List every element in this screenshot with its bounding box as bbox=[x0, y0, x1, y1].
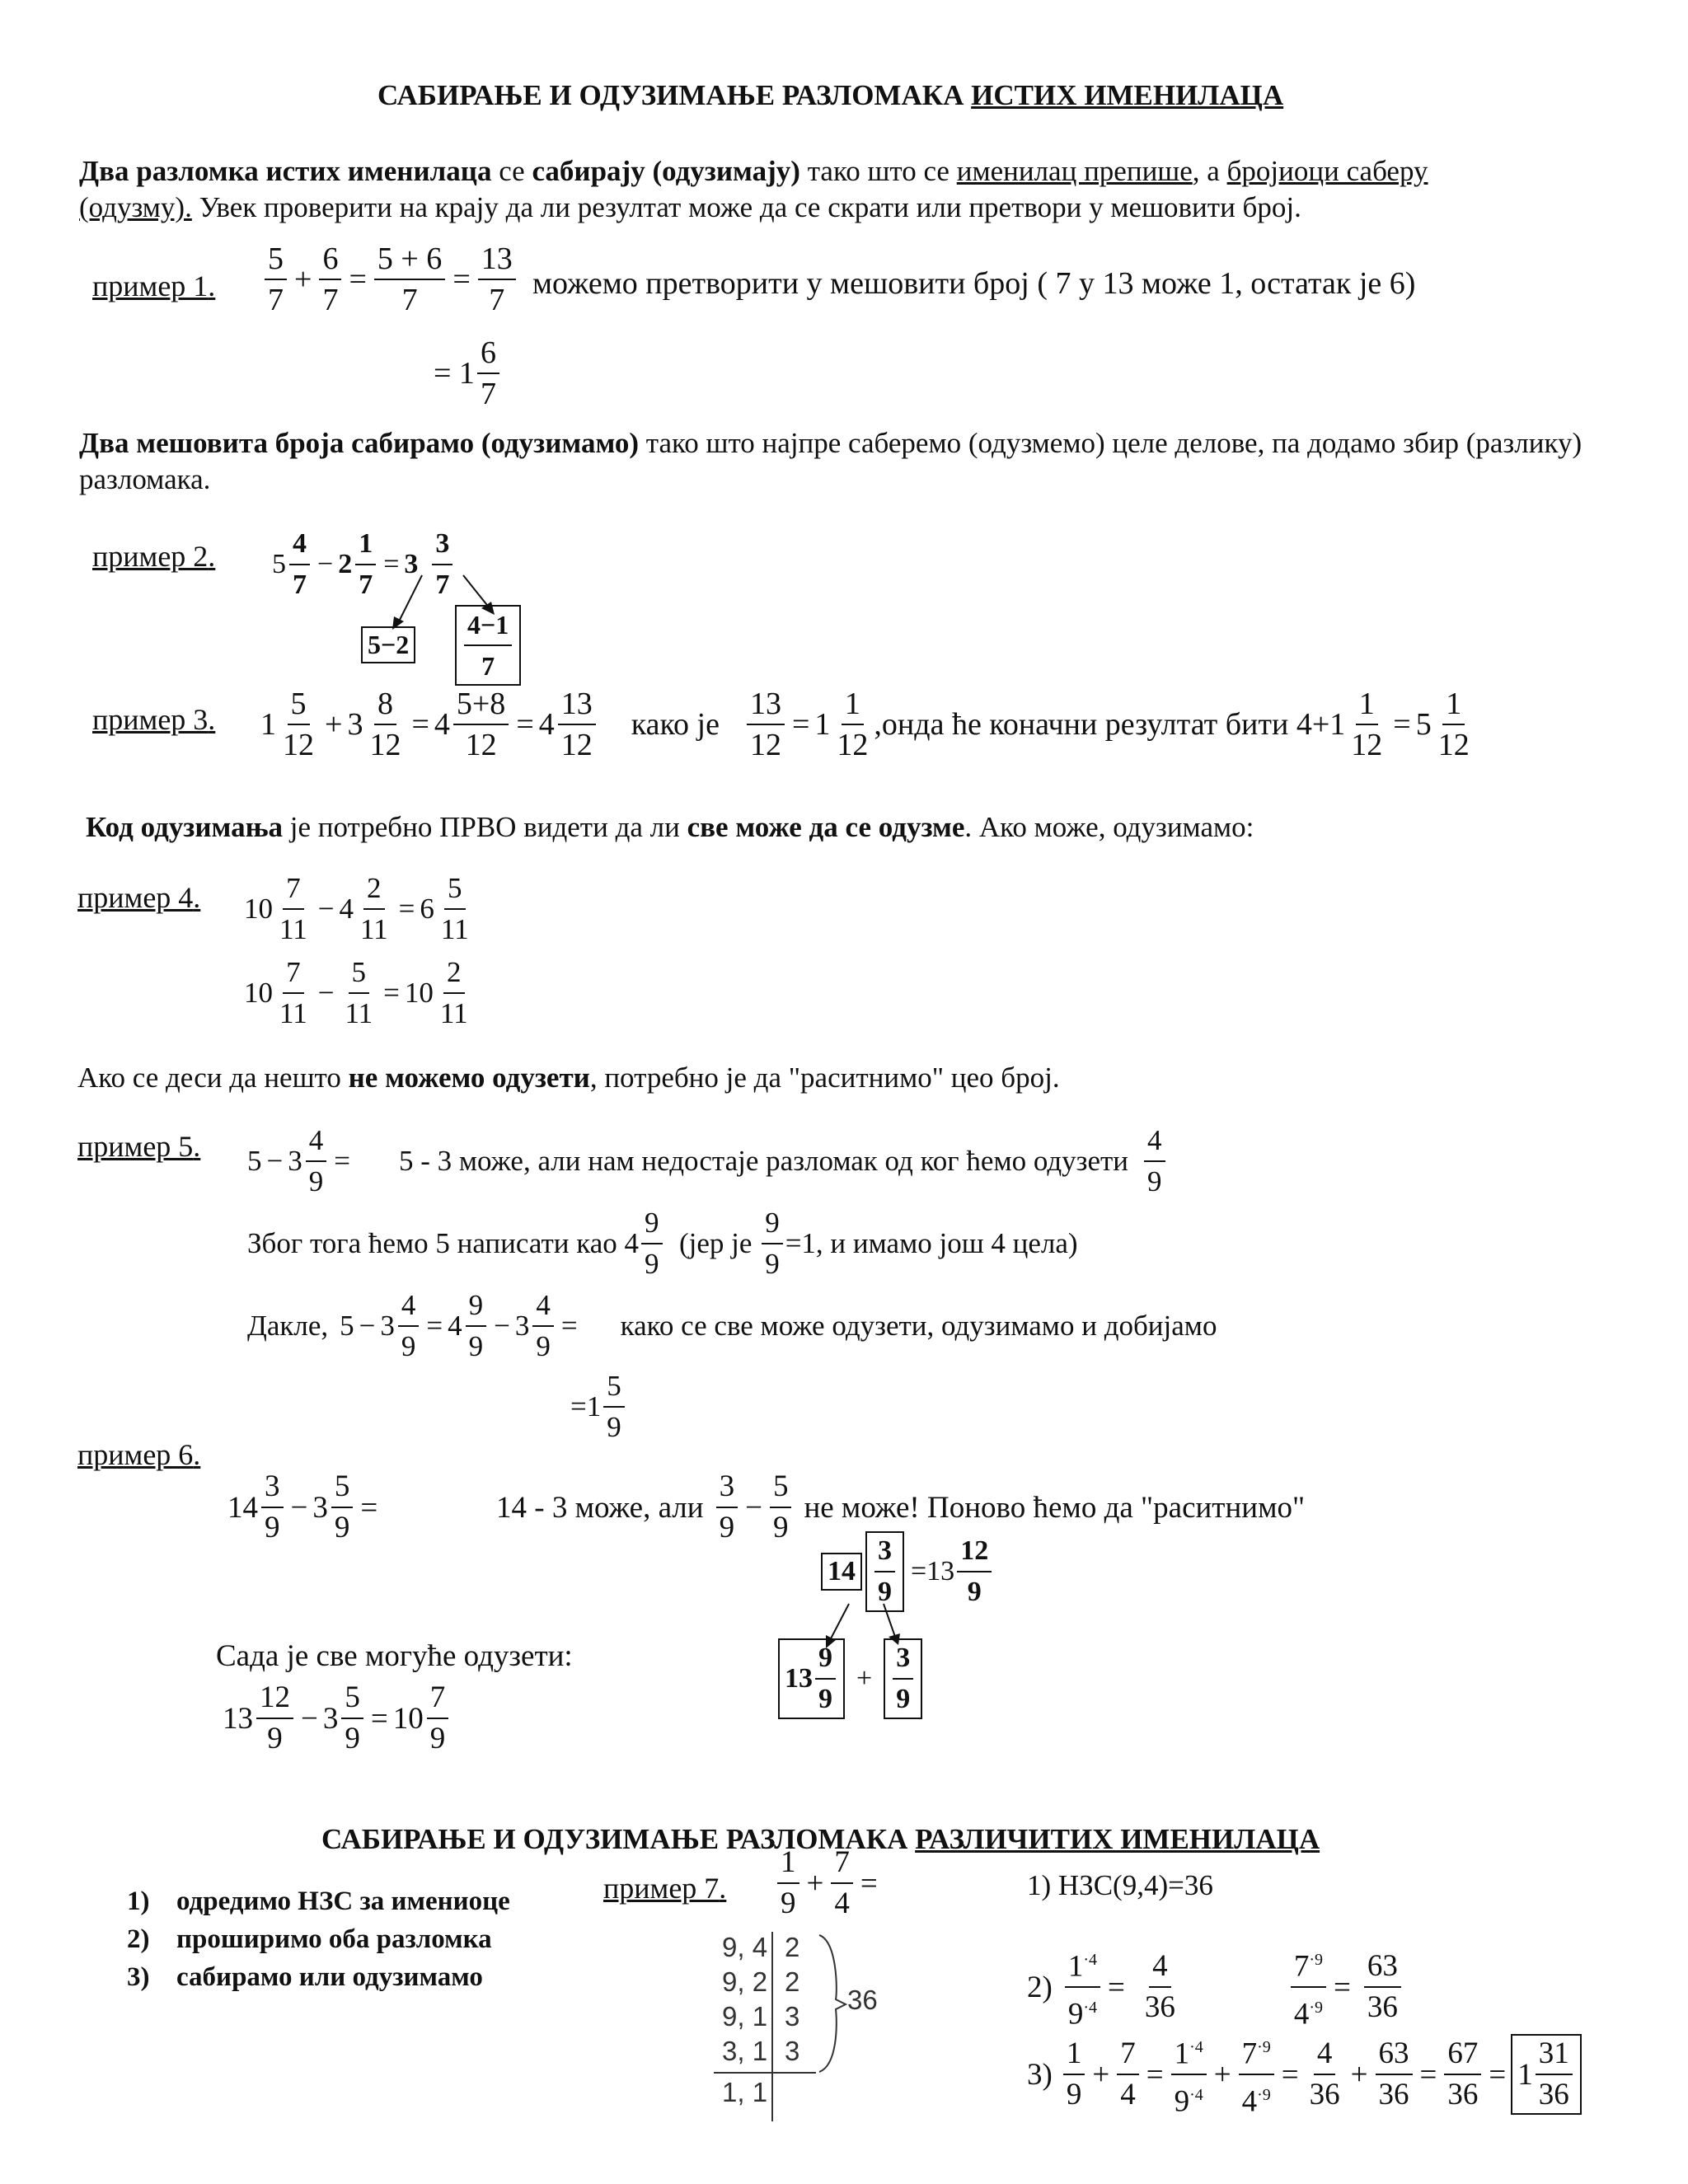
step-3: 3) сабирамо или одузимамо bbox=[127, 1962, 483, 1992]
example-6-final: 13 $\frac{12}{9}$ − 3 $\frac{5}{9}$ = 10 $\frac{7}{9}$ bbox=[223, 1681, 451, 1755]
example-6-borrow-result: 13 $\frac{9}{9}$ + $\frac{3}{9}$ bbox=[778, 1638, 922, 1719]
final-answer-box: 1 $\frac{31}{36}$ bbox=[1511, 2034, 1582, 2115]
lcm-result: 36 bbox=[847, 1985, 878, 2015]
example-7-step-2: 2) $\frac{1^{\cdot 4}}{9^{\cdot 4}}$ = $\frac{4}{36}$ $\frac{7^{\cdot 9}}{4^{\cdot 9}}$ = $\frac{63}{36}$ bbox=[1027, 1943, 1404, 2032]
section-title-different-denominators: САБИРАЊЕ И ОДУЗИМАЊЕ РАЗЛОМАКА РАЗЛИЧИТИХ ИМЕНИЛАЦА bbox=[321, 1823, 1320, 1855]
example-6-note: 14 - 3 може, али $\frac{3}{9}$ − $\frac{5}{9}$ не може! Поново ћемо да "раситнимо" bbox=[496, 1469, 1306, 1544]
example-4-line-2: 10 $\frac{7}{11}$ − $\frac{5}{11}$ = 10 $\frac{2}{11}$ bbox=[244, 956, 468, 1029]
rule-same-denominators: Два разломка истих именилаца се сабирају (одузимају) тако што се именилац препише, а бројиоци саберу (одузму). Увек проверити на крају да ли резултат може да се скрати или претвори у мешовити број. bbox=[79, 155, 1428, 223]
lcm-row: 1, 1 bbox=[722, 2077, 768, 2107]
step-2: 2) проширимо оба разломка bbox=[127, 1924, 492, 1954]
example-7-step-1: 1) НЗС(9,4)=36 bbox=[1027, 1869, 1213, 1901]
example-7-step-3: 3) $\frac{1}{9}$ + $\frac{7}{4}$ = $\frac{1^{\cdot 4}}{9^{\cdot 4}}$ + $\frac{7^{\cdot 9}}{4^{\cdot 9}}$ = $\frac{4}{36}$ + $\frac{63}{36}$ = $\frac{67}{36}$ = 1 $\frac{31}{36}$ bbox=[1027, 2031, 1582, 2119]
example-3-label: пример 3. bbox=[92, 703, 216, 736]
example-2-fraction-box: $\frac{4-1}{7}$ bbox=[455, 605, 521, 686]
lcm-row: 9, 2 bbox=[722, 1966, 768, 1997]
example-2-equation: 5 $\frac{4}{7}$ − 2 $\frac{1}{7}$ = 3 $\frac{3}{7}$ bbox=[272, 527, 455, 602]
steps-list bbox=[127, 1882, 510, 1996]
example-4-label: пример 4. bbox=[77, 881, 201, 914]
example-7-label: пример 7. bbox=[603, 1872, 727, 1905]
example-1-equation: $\frac{5}{7}$ + $\frac{6}{7}$ = $\frac{5 + 6}{7}$ = $\frac{13}{7}$ bbox=[262, 242, 518, 316]
lcm-brace bbox=[816, 1933, 849, 2074]
example-2-label: пример 2. bbox=[92, 540, 216, 573]
example-5-label: пример 5. bbox=[77, 1130, 201, 1163]
example-5-equation: 5 − 3 $\frac{4}{9}$ = bbox=[247, 1124, 350, 1197]
lcm-row: 9, 1 bbox=[722, 2001, 768, 2032]
example-5-line-3: Дакле, 5 − 3 $\frac{4}{9}$ = 4 $\frac{9}{9}$ − 3 $\frac{4}{9}$ = како се све може одузети, одузимамо и добијамо bbox=[247, 1289, 1217, 1362]
lcm-table: 9, 4 2 9, 2 2 9, 1 3 3, 1 3 1, 1 bbox=[714, 1932, 879, 2121]
example-6-borrow-line: 14 $\frac{3}{9}$ =13 $\frac{12}{9}$ bbox=[821, 1531, 994, 1612]
example-5-line-2: Због тога ћемо 5 написати као 4 $\frac{9}{9}$ (јер је $\frac{9}{9}$ =1, и имамо још 4 цела) bbox=[247, 1207, 1078, 1280]
example-6-now-text: Сада је све могуће одузети: bbox=[216, 1639, 573, 1673]
example-2-whole-box: 5−2 bbox=[361, 626, 415, 663]
example-6-label: пример 6. bbox=[77, 1438, 201, 1471]
lcm-row: 3, 1 bbox=[722, 2036, 768, 2066]
example-6-equation: 14 $\frac{3}{9}$ − 3 $\frac{5}{9}$ = bbox=[227, 1469, 378, 1544]
example-1-label: пример 1. bbox=[92, 269, 216, 302]
rule-mixed-numbers: Два мешовита броја сабирамо (одузимамо) тако што најпре саберемо (одузмемо) целе делове, па додамо збир (разлику) разломака. bbox=[79, 427, 1582, 495]
example-7-equation: $\frac{1}{9}$ + $\frac{7}{4}$ = bbox=[775, 1846, 883, 1920]
step-1: 1) одредимо НЗС за имениоце bbox=[127, 1886, 510, 1916]
section-title-same-denominators: САБИРАЊЕ И ОДУЗИМАЊЕ РАЗЛОМАКА ИСТИХ ИМЕНИЛАЦА bbox=[377, 79, 1284, 111]
example-3-equation: 1 $\frac{5}{12}$ + 3 $\frac{8}{12}$ = 4 $\frac{5+8}{12}$ = 4 $\frac{13}{12}$ како је $\frac{13}{12}$ = 1 $\frac{1}{12}$ ,онда ће коначни резултат бити 4+1 $\frac{1}{12}$ = 5 $\frac{1}{12}$ bbox=[260, 687, 1470, 762]
rule-subtraction: Код одузимања је потребно ПРВО видети да ли све може да се одузме. Ако може, одузимамо: bbox=[86, 811, 1254, 843]
lcm-row: 9, 4 bbox=[722, 1932, 768, 1962]
example-5-note: 5 - 3 може, али нам недостаје разломак од ког ћемо одузети $\frac{4}{9}$ bbox=[399, 1124, 1168, 1198]
example-5-result: =1 $\frac{5}{9}$ bbox=[570, 1370, 627, 1444]
example-1-note: можемо претворити у мешовити број ( 7 у 13 може 1, остатак је 6) bbox=[532, 266, 1416, 301]
example-4-line-1: 10 $\frac{7}{11}$ − 4 $\frac{2}{11}$ = 6 $\frac{5}{11}$ bbox=[244, 872, 469, 945]
rule-borrowing: Ако се деси да нешто не можемо одузети, потребно је да "раситнимо" цео број. bbox=[77, 1062, 1060, 1094]
example-1-result: = 1 $\frac{6}{7}$ bbox=[434, 336, 502, 410]
